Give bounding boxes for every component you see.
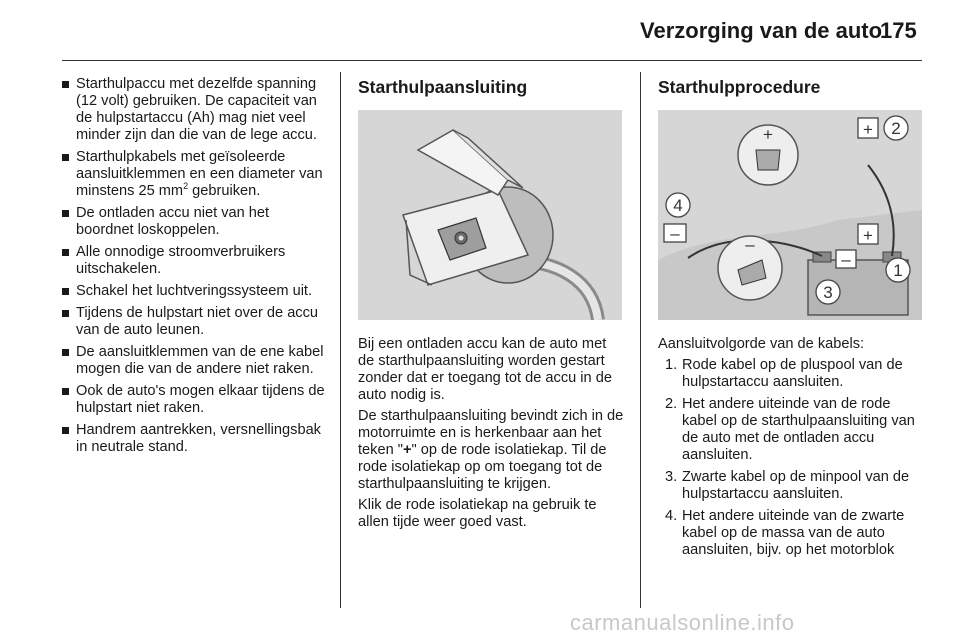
list-item: 3. Zwarte kabel op de minpool van de hulpstartaccu aansluiten. [665, 469, 910, 502]
plus-symbol-icon: + [402, 442, 412, 458]
list-item: De aansluitklemmen van de ene kabel mogen die van de andere niet raken. [62, 344, 328, 378]
middle-column [358, 76, 626, 535]
right-column [658, 76, 924, 564]
watermark: carmanualsonline.info [570, 610, 795, 635]
minus-marker-label: – [670, 224, 680, 243]
list-item: Schakel het luchtveringssysteem uit. [62, 283, 328, 300]
list-item: 4. Het andere uiteinde van de zwarte kabel op de massa van de auto aansluiten, bijv. op het motorblok [665, 508, 905, 558]
connector-drawing [358, 110, 622, 320]
callout-number-4: 4 [673, 196, 683, 215]
minus-marker-label: – [841, 250, 851, 269]
callout-number-3: 3 [823, 283, 833, 302]
list-item: Ook de auto's mogen elkaar tijdens de hulpstart niet raken. [62, 383, 328, 417]
list-item: Starthulpaccu met dezelfde spanning (12 volt) gebruiken. De capaciteit van de hulpstartaccu (Ah) mag niet veel minder zijn dan die van de lege accu. [62, 76, 328, 144]
list-item: Alle onnodige stroomverbruikers uitschakelen. [62, 244, 328, 278]
column-divider-1 [340, 72, 341, 608]
paragraph: Bij een ontladen accu kan de auto met de starthulpaansluiting worden gestart zonder dat er toegang tot de accu in de auto nodig is. [358, 336, 612, 403]
procedure-steps [658, 357, 924, 559]
header-divider [62, 60, 922, 61]
left-column [62, 76, 328, 461]
page-number: 175 [880, 18, 917, 43]
procedure-drawing [658, 110, 922, 320]
list-item: 2. Het andere uiteinde van de rode kabel op de starthulpaansluiting van de auto met de ontladen accu aansluiten. [665, 396, 915, 463]
callout-number-2: 2 [891, 119, 901, 138]
list-item: Starthulpkabels met geïsoleerde aansluitklemmen en een diameter van minstens 25 $mm^2$ gebruiken. [62, 149, 328, 200]
plus-marker-label: + [763, 125, 773, 144]
page-title: Verzorging van de auto [640, 18, 883, 43]
superscript: 2 [183, 181, 189, 192]
paragraph: De starthulpaansluiting bevindt zich in de motorruimte en is herkenbaar aan het teken "+" op de rode isolatiekap. Til de rode isolatiekap op om toegang tot de starthulpaansluiting te krijgen. [358, 408, 624, 492]
callout-number-1: 1 [893, 261, 903, 280]
requirements-list [62, 76, 328, 456]
paragraph: Aansluitvolgorde van de kabels: [658, 336, 865, 352]
list-item: Handrem aantrekken, versnellingsbak in neutrale stand. [62, 422, 328, 456]
list-item: De ontladen accu niet van het boordnet loskoppelen. [62, 205, 328, 239]
column-divider-2 [640, 72, 641, 608]
plus-marker-label: + [863, 226, 873, 245]
section-heading-jump-start-procedure: Starthulpprocedure [658, 77, 821, 97]
list-item: 1. Rode kabel op de pluspool van de hulpstartaccu aansluiten. [665, 357, 903, 390]
jump-start-procedure-illustration [658, 110, 922, 320]
section-heading-jump-start-connection: Starthulpaansluiting [358, 77, 528, 97]
list-item: Tijdens de hulpstart niet over de accu van de auto leunen. [62, 305, 328, 339]
minus-marker-label: – [745, 235, 755, 254]
jump-start-connector-illustration [358, 110, 622, 320]
paragraph: Klik de rode isolatiekap na gebruik te allen tijde weer goed vast. [358, 497, 597, 530]
plus-marker-label: + [863, 120, 873, 139]
page-header [0, 0, 960, 62]
